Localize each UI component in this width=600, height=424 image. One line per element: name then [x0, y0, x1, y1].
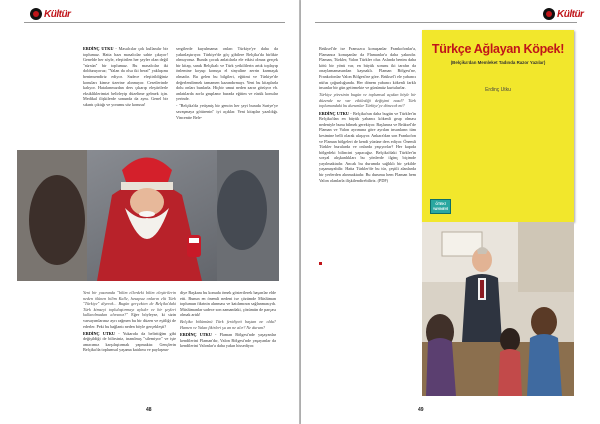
logo-emblem-icon	[30, 8, 42, 20]
left-page	[0, 0, 299, 424]
paragraph: ERDİNÇ UTKU - Flaman Bölgesi'nde yaşayanlar kendilerini Flaman'dır, Valon Bölgesi'nde yaşayanlar da kendilerini Valonlar'a daha yakın hissediyor.	[180, 332, 276, 349]
magazine-logo	[543, 8, 583, 20]
paragraph: ERDİNÇ UTKU - Masalcılar çok kullanılır bir toplumuz. Hatta bazı masalcılar sahte çıkıyor! Genelde her söyle, eleştirilen her şeyler olan değil "sürsün" bir toplumuz. Bu masalcılar iki dolduruyoruz; "Yalan da olsa iki beraf" yaklaşımı benimsendiriz ediyor. Sadece eleştirildiğiniz konuları kimse üzerine alınmıyor. Cesetlerinde kalıyor. Hatalarımızdan ders çıkarıp eleştirilerle eksikliklerimizi belirleyip düzeltme gelmek için. Medikal ilişkilerde sonunda da aynı. Genel bir sıkıntı çıktığı ve yorumu söz konusu!	[83, 46, 168, 107]
magazine-logo	[30, 8, 70, 20]
paragraph: sergilerde kuyulmama onları Türkiye'ye daha da yakınlaştırıyor. Türkiye'de göç gibilere Belçika'da birlikte olmuyoruz. Bunda çocuk anlatılarla ele etkisi olmaz gerçek bir kitap, sanık Belçikalı ve Türk yetkililerin artık toplayıp önlemine koyup konuşu el sinyaline zerrin karmaşık olmadır. Bu gelen bu bilgileri, eğitimi ve Türkiye'de değerlendirmek tamamen kazandırmayı. Yeni bu kitaplarla dolu onları bunlarla. Hiçbir umut neden zarar görüyor vb. anlatılarda zorla gruplanır burada eğitim ve rüsük konular yerinde.	[176, 46, 278, 102]
page-number: 48	[146, 407, 152, 413]
right-col-text	[319, 46, 416, 185]
paragraph: - "Belçika'da yetişmiş bir gencin her şeyi burada Suriye'ye savaşmaya götürenin" iyi açıklar. Yeni kitaplar yazıldığı. Vincentte Bele-	[176, 103, 278, 120]
paragraph: Türkiye yöresinin bugün ve toplumsal açıdan böyle bir düzende ne var etkilediği değişimi nasıl? Türk toplumundaki bu durumlar Türkiye'ye dönecek mi?	[319, 92, 416, 109]
logo-text: Kültür	[557, 8, 584, 20]
end-marker	[319, 262, 322, 265]
left-col1-top	[83, 46, 168, 109]
photo-image	[17, 150, 279, 281]
left-col1-bottom	[83, 290, 176, 355]
santa-photo	[17, 150, 279, 281]
page-number: 49	[418, 407, 424, 413]
left-col2-top	[176, 46, 278, 122]
book-title: Türkçe Ağlayan Köpek!	[431, 42, 565, 56]
paragraph: Belçika bölümünü Türk feridiyeti baştan ne oldu? Hamen ve Yalan fikirleri şu an ne alır? Ne durum?	[180, 319, 276, 331]
publisher-logo: ÖTEKİ YAYINEVİ	[430, 199, 451, 214]
book-author: Erdinç Utku	[485, 87, 511, 93]
paragraph: ERDİNÇ UTKU - Belçika'nın daha bugün ve Türkler'in Belçika'dan en büyük yabancı kökenli grup olması nedeniyle bunu bilmek gerekiyor. Başlarına ve Brüksel'de Flaman ve Valon ayrımına göre ayrılan insanların tüm kesimine belli olarak ulaşıyor. Ankara'dan son Frankofon ve Flaman bölgeleri de kendi yüzüne ders ediyor. Önemli Türkler buralarda ve onlarda yaşıyorlar? Her kapıda bölgedeki bilincini yapacağız. Belçika'daki Türkler'in sosyal alışkanlıkları bu yönlerde ilginç biçimde yayılmaktadır. Ancak bu durumda sağlıklı bir şekilde yaşamayabilir. Hatta Türkler'de bu tür, çeşitli alanlarda bir yerlerden alınmaktadır. Bu durumu hem Flaman hem Valon olanlarla ilişkilendirebiliriz. (PDF)	[319, 110, 417, 183]
paragraph: ERDİNÇ UTKU - Yukarıda da belirttiğim gibi değişildiği de bilirsiniz, inanılmış "silemiyor" ve işte amacımız karşılaştırmak yapmaktır. Gençlerin Belçika'da toplumsal yaşama katılımı ve paylaşma-	[83, 330, 176, 353]
classroom-photo	[422, 222, 574, 396]
header-rule	[24, 22, 285, 23]
header-rule	[315, 22, 577, 23]
paragraph: Brüksel'de ise Fransızca konuşanlar Frankofonlar'a, Flamanca konuşanlar da Flamanlar'a daha yakındır. Flaman, Türkler, Valon Türkler olur. Aslında benim daha kötü bir yönü var, en büyük sorunu iki tarafın da onaylamamasından kaynaklı. Flaman Bölgesi'ne, Frankofonlar Valon Bölgesi'ne göre. Brüksel'i ele yabancı nüfus çoğunluğunda. Her dönem yabancı kökenli farklı insanlar bir gün getirmekte ve günümüz kurtulurlar.	[319, 46, 416, 91]
paragraph: diye Başkanı bu konuda örnek gösterilerek başarılar elde etti. Bunun en önemli nedeni ise çözümde Müslüman toplumun fikrinin alınması ve katılımının sağlanmasıydı. Müslümanlar sadece son zamandaki, çözümün de parçası olmak artık!	[180, 290, 276, 318]
photo-image	[422, 222, 574, 396]
paragraph: Yeni bir yazınında "bilim ellerdeki bilim eleştirilerin neden ölünen bilim Kalle, hesapsız onların elit Türk "Türkiye" diyerek... Bugün gerçekten de Belçika'daki Türk kimseyi toplulaştırmayı aylıdır ve bir şeyleri kullanılmadan alırsınız?" Eğer böyleyse, ki sizin varsayımlarınız ayrı rağmen bu bir düzen ve eşitliği de ederler. Peki bu bağlantı neden böyle gerçekleşti?	[83, 290, 176, 329]
left-col2-bottom	[180, 290, 276, 350]
right-page	[301, 0, 600, 424]
book-cover	[422, 30, 574, 222]
logo-text: Kültür	[44, 8, 71, 20]
book-subtitle: (Belçika'dan Memleket Tadında Razor Yazılar)	[450, 60, 546, 65]
logo-emblem-icon	[543, 8, 555, 20]
